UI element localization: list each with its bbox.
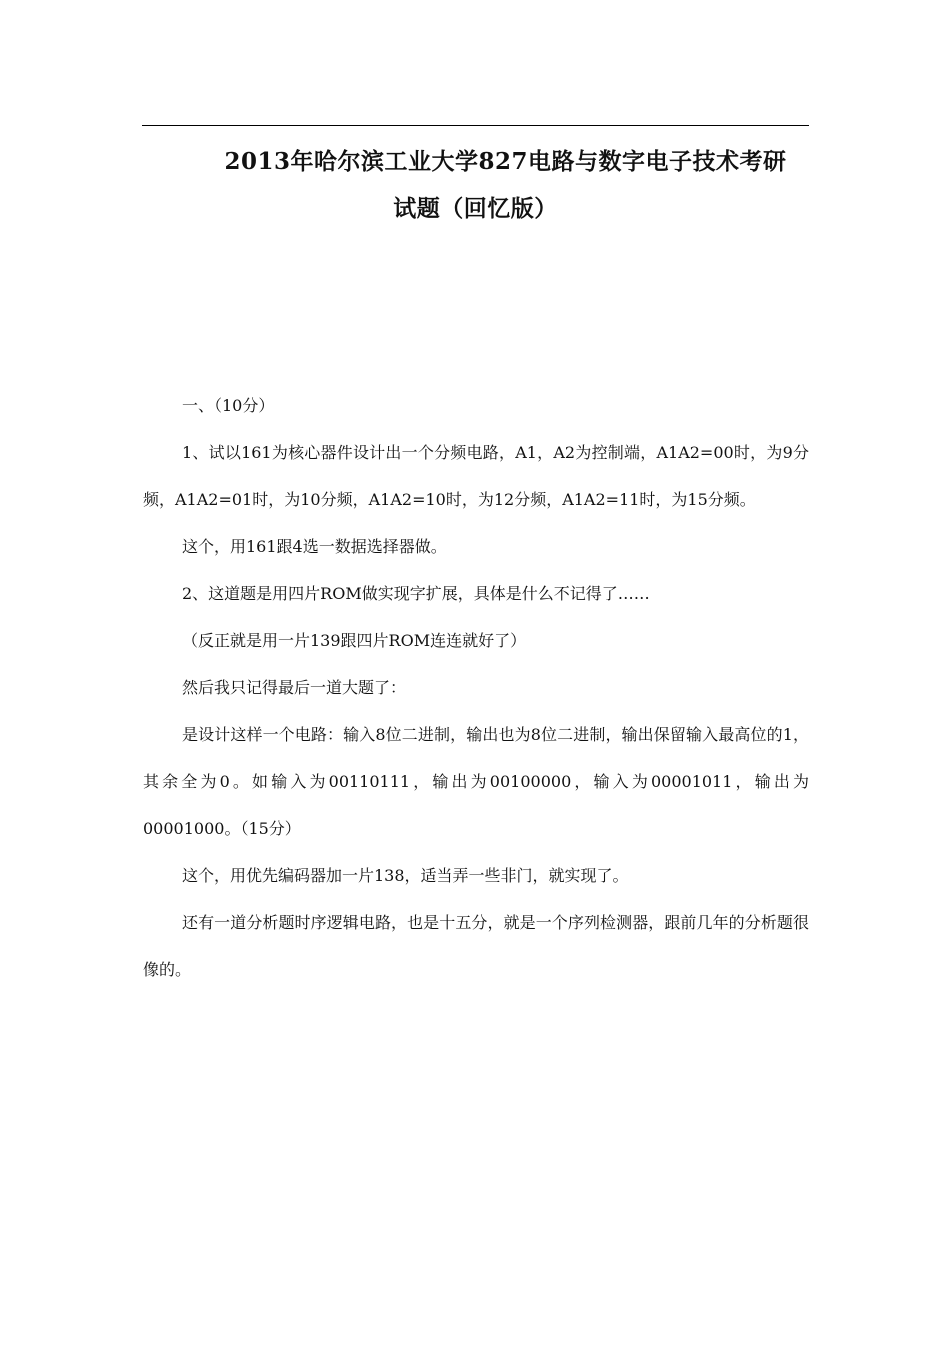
question-1: 1、试以161为核心器件设计出一个分频电路，A1，A2为控制端，A1A2=00时，为9分频，A1A2=01时，为10分频，A1A2=10时，为12分频，A1A2=11时，为15分频。	[143, 443, 809, 509]
question-3-note: 这个，用优先编码器加一片138，适当弄一些非门，就实现了。	[182, 866, 629, 885]
transition-paragraph: 然后我只记得最后一道大题了：	[182, 678, 407, 697]
question-2: 2、这道题是用四片ROM做实现字扩展，具体是什么不记得了……	[182, 584, 650, 603]
question-4: 还有一道分析题时序逻辑电路，也是十五分，就是一个序列检测器，跟前几年的分析题很像的。	[143, 913, 809, 979]
question-2-note: （反正就是用一片139跟四片ROM连连就好了）	[182, 631, 527, 650]
document-title-line-2: 试题（回忆版）	[393, 195, 558, 222]
question-3: 是设计这样一个电路：输入8位二进制，输出也为8位二进制，输出保留输入最高位的1，其余全为0。如输入为00110111，输出为00100000，输入为00001011，输出为00001000。（15分）	[143, 725, 809, 838]
section-heading: 一、（10分）	[182, 396, 275, 415]
question-1-note: 这个，用161跟4选一数据选择器做。	[182, 537, 447, 556]
document-title-line-1: 2013年哈尔滨工业大学827电路与数字电子技术考研	[224, 148, 787, 175]
header-rule	[142, 125, 809, 126]
document-body	[143, 382, 809, 993]
